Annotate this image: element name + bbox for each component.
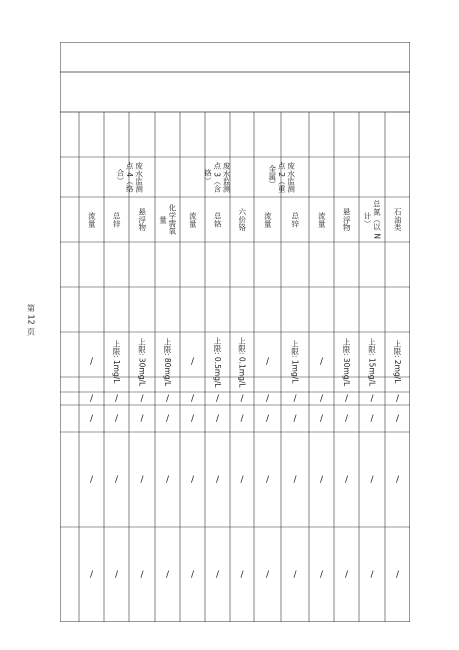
- row-item-text: 总锌: [290, 211, 300, 228]
- row-item: [104, 197, 129, 242]
- row-mark: [309, 527, 334, 622]
- row-mark-text: /: [395, 413, 400, 424]
- row-mark: [129, 392, 155, 405]
- row-mark-text: /: [265, 393, 270, 404]
- row-mark-text: /: [344, 413, 349, 424]
- row-mark-text: /: [395, 474, 400, 485]
- row-limit: [205, 332, 230, 392]
- row-item-text: 总氮（以 N 计）: [363, 199, 382, 240]
- row-item: [155, 197, 180, 242]
- row-item-text: 流量: [317, 211, 327, 228]
- row-limit: [230, 332, 254, 392]
- row-item-text: 石油类: [393, 207, 403, 232]
- row-mark: [334, 432, 359, 527]
- row-item-text: 流量: [263, 211, 273, 228]
- row-mark: [359, 432, 385, 527]
- row-mark-text: /: [89, 413, 94, 424]
- row-item: [230, 197, 254, 242]
- row-item: [180, 197, 205, 242]
- row-mark-text: /: [190, 569, 195, 580]
- row-limit: [129, 332, 155, 392]
- group-label-text: 废水监测 点 4（络 合）: [115, 161, 144, 193]
- row-mark: [129, 527, 155, 622]
- row-mark: [79, 392, 104, 405]
- row-limit-text: 上限: 0.5mg/L: [213, 336, 222, 388]
- row-mark: [180, 392, 205, 405]
- row-mark: [79, 405, 104, 432]
- row-mark: [281, 432, 309, 527]
- row-item-text: 流量: [87, 211, 97, 228]
- row-limit-text: 上限: 15mg/L: [367, 337, 377, 387]
- row-limit: [334, 332, 359, 392]
- row-mark: [104, 432, 129, 527]
- row-mark-text: /: [190, 393, 195, 404]
- row-mark: [230, 432, 254, 527]
- row-mark-text: /: [190, 474, 195, 485]
- row-item: [385, 197, 410, 242]
- row-limit: [385, 332, 410, 392]
- row-mark: [180, 432, 205, 527]
- row-mark: [385, 392, 410, 405]
- group-label-text: 废水监测 点 3（含 铬）: [203, 161, 232, 193]
- row-mark: [309, 392, 334, 405]
- row-mark: [155, 527, 180, 622]
- row-item-text: 总锌: [112, 211, 122, 228]
- row-mark-text: /: [265, 569, 270, 580]
- row-mark: [230, 405, 254, 432]
- row-mark: [79, 527, 104, 622]
- row-mark: [205, 405, 230, 432]
- row-mark: [129, 432, 155, 527]
- row-mark: [281, 527, 309, 622]
- row-mark-text: /: [293, 569, 297, 580]
- row-mark-text: /: [370, 474, 374, 485]
- row-mark-text: /: [89, 569, 94, 580]
- row-mark: [334, 392, 359, 405]
- row-mark: [104, 405, 129, 432]
- row-item: [79, 197, 104, 242]
- row-limit-text: 上限: 1mg/L: [112, 340, 121, 384]
- row-item-text: 总铬: [213, 211, 223, 228]
- row-mark-text: /: [293, 474, 297, 485]
- row-mark: [155, 405, 180, 432]
- row-item: [254, 197, 281, 242]
- row-mark: [230, 527, 254, 622]
- row-mark: [359, 405, 385, 432]
- row-mark: [205, 527, 230, 622]
- row-mark-text: /: [89, 474, 94, 485]
- row-mark-text: /: [89, 393, 94, 404]
- row-item-text: 化学需氧 量: [158, 204, 177, 235]
- row-item: [334, 197, 359, 242]
- row-mark-text: /: [114, 474, 119, 485]
- row-mark-text: /: [370, 413, 374, 424]
- row-mark: [359, 527, 385, 622]
- row-mark: [155, 392, 180, 405]
- group-label: [180, 157, 254, 197]
- row-mark-text: /: [395, 393, 400, 404]
- row-mark: [205, 432, 230, 527]
- row-item: [309, 197, 334, 242]
- row-mark: [254, 392, 281, 405]
- row-mark-text: /: [165, 474, 170, 485]
- row-mark-text: /: [165, 569, 170, 580]
- row-mark: [230, 392, 254, 405]
- row-mark-text: /: [215, 413, 220, 424]
- row-mark-text: /: [265, 474, 270, 485]
- row-mark: [385, 432, 410, 527]
- row-mark-text: /: [293, 413, 297, 424]
- row-limit: [359, 332, 385, 392]
- row-item: [281, 197, 309, 242]
- row-limit: [180, 332, 205, 392]
- row-mark-text: /: [395, 569, 400, 580]
- row-item-text: 悬浮物: [342, 207, 352, 232]
- row-mark: [129, 405, 155, 432]
- row-mark-text: /: [319, 393, 324, 404]
- row-mark: [385, 527, 410, 622]
- row-mark-text: /: [319, 413, 324, 424]
- row-mark: [104, 527, 129, 622]
- row-mark-text: /: [344, 474, 349, 485]
- row-mark-text: /: [215, 393, 220, 404]
- row-mark: [281, 392, 309, 405]
- row-mark: [254, 527, 281, 622]
- row-mark-text: /: [240, 474, 244, 485]
- row-limit-text: /: [190, 357, 195, 367]
- row-mark-text: /: [114, 569, 119, 580]
- row-mark-text: /: [344, 393, 349, 404]
- row-mark: [385, 405, 410, 432]
- row-mark-text: /: [240, 569, 244, 580]
- row-item-text: 六价铬: [237, 207, 247, 232]
- row-mark-text: /: [240, 413, 244, 424]
- row-item: [359, 197, 385, 242]
- row-limit: [309, 332, 334, 392]
- row-limit-text: /: [89, 357, 94, 367]
- row-item-text: 流量: [188, 211, 198, 228]
- row-limit-text: 上限: 2mg/L: [393, 340, 402, 384]
- row-mark-text: /: [165, 393, 170, 404]
- row-limit-text: 上限: 30mg/L: [137, 337, 147, 387]
- row-mark-text: /: [215, 474, 220, 485]
- row-mark-text: /: [140, 569, 144, 580]
- row-mark-text: /: [293, 393, 297, 404]
- row-mark-text: /: [114, 413, 119, 424]
- row-mark: [180, 527, 205, 622]
- row-mark-text: /: [240, 393, 244, 404]
- row-limit-text: 上限: 1mg/L: [290, 340, 300, 384]
- row-mark-text: /: [215, 569, 220, 580]
- row-mark-text: /: [140, 474, 144, 485]
- row-mark-text: /: [190, 413, 195, 424]
- group-label-text: 废水监测 点 2（重 金属）: [267, 161, 296, 193]
- row-mark-text: /: [114, 393, 119, 404]
- row-mark-text: /: [319, 569, 324, 580]
- row-mark-text: /: [370, 569, 374, 580]
- row-limit-text: /: [319, 357, 324, 367]
- row-limit-text: /: [265, 357, 270, 367]
- row-limit: [254, 332, 281, 392]
- row-mark: [104, 392, 129, 405]
- group-label: [79, 157, 180, 197]
- row-limit-text: 上限: 30mg/L: [342, 337, 351, 387]
- row-mark-text: /: [344, 569, 349, 580]
- row-item-text: 悬浮物: [137, 207, 147, 232]
- row-mark: [180, 405, 205, 432]
- row-mark: [359, 392, 385, 405]
- row-mark-text: /: [370, 393, 374, 404]
- row-mark: [79, 432, 104, 527]
- row-limit-text: 上限: 0.1mg/L: [237, 336, 247, 388]
- row-mark: [334, 527, 359, 622]
- row-mark-text: /: [140, 413, 144, 424]
- row-mark-text: /: [165, 413, 170, 424]
- row-limit: [104, 332, 129, 392]
- row-mark: [155, 432, 180, 527]
- page-footer: 第 12 页: [26, 304, 36, 336]
- row-limit: [79, 332, 104, 392]
- row-mark: [334, 405, 359, 432]
- row-item: [129, 197, 155, 242]
- row-limit-text: 上限: 80mg/L: [163, 337, 172, 387]
- row-mark-text: /: [265, 413, 270, 424]
- row-item: [205, 197, 230, 242]
- row-mark: [254, 405, 281, 432]
- row-mark-text: /: [319, 474, 324, 485]
- row-mark-text: /: [140, 393, 144, 404]
- row-mark: [281, 405, 309, 432]
- row-mark: [254, 432, 281, 527]
- row-mark: [309, 432, 334, 527]
- row-mark: [205, 392, 230, 405]
- row-limit: [281, 332, 309, 392]
- data-table: [60, 42, 410, 622]
- row-mark: [309, 405, 334, 432]
- group-label: [254, 157, 309, 197]
- row-limit: [155, 332, 180, 392]
